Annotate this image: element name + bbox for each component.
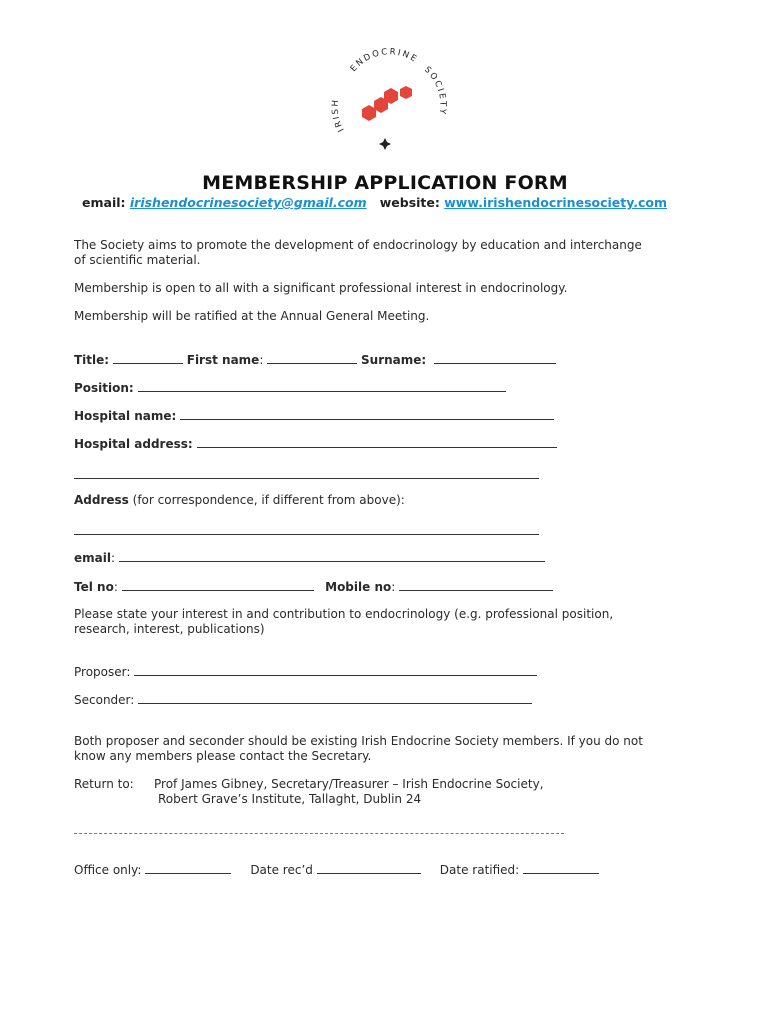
hospital-address-field-line2[interactable] bbox=[74, 478, 539, 479]
name-row: Title: First name: Surname: bbox=[74, 352, 556, 368]
office-only-label: Office only: bbox=[74, 863, 142, 877]
svg-text:SOCIETY bbox=[422, 65, 448, 117]
title-field[interactable] bbox=[113, 352, 183, 364]
svg-text:IRISH bbox=[330, 98, 346, 134]
contact-line bbox=[82, 195, 667, 210]
logo-text-irish: IRISH bbox=[330, 97, 347, 134]
intro-paragraph-3: Membership will be ratified at the Annual General Meeting. bbox=[74, 309, 430, 323]
return-label: Return to: bbox=[74, 777, 134, 791]
email-field-label: email bbox=[74, 551, 111, 565]
tel-field[interactable] bbox=[122, 579, 314, 591]
phone-row: Tel no: Mobile no: bbox=[74, 579, 553, 595]
surname-label: Surname: bbox=[361, 353, 427, 367]
address-label: Address bbox=[74, 493, 129, 507]
address-field[interactable] bbox=[74, 534, 539, 535]
proposer-row bbox=[74, 664, 537, 680]
office-only-field[interactable] bbox=[145, 862, 231, 874]
hospital-address-row bbox=[74, 436, 557, 452]
tel-label: Tel no bbox=[74, 580, 114, 594]
proposer-label: Proposer: bbox=[74, 665, 131, 679]
form-title: MEMBERSHIP APPLICATION FORM bbox=[202, 172, 568, 194]
date-ratified-label: Date ratified: bbox=[439, 863, 520, 877]
mobile-label: Mobile no bbox=[325, 580, 392, 594]
hexagon-icon bbox=[400, 86, 412, 99]
surname-field[interactable] bbox=[434, 352, 556, 364]
first-name-field[interactable] bbox=[267, 352, 357, 364]
office-row bbox=[74, 862, 599, 878]
email-label: email: bbox=[82, 195, 126, 210]
date-ratified-field[interactable] bbox=[523, 862, 599, 874]
intro-paragraph-2: Membership is open to all with a significant professional interest in endocrinology. bbox=[74, 281, 568, 295]
hospital-name-row bbox=[74, 408, 554, 424]
hospital-name-field[interactable] bbox=[180, 408, 554, 420]
email-link[interactable]: irishendocrinesociety@gmail.com bbox=[129, 195, 367, 210]
logo-text-society: SOCIETY bbox=[421, 64, 448, 117]
hexagon-icon bbox=[362, 105, 376, 121]
proposer-field[interactable] bbox=[134, 664, 537, 676]
intro-paragraph-1: The Society aims to promote the development of endocrinology by education and interchange of scientific material. bbox=[74, 238, 642, 267]
return-line-1: Prof James Gibney, Secretary/Treasurer – Irish Endocrine Society, bbox=[154, 777, 544, 791]
position-field[interactable] bbox=[138, 380, 506, 392]
email-row: email: bbox=[74, 550, 545, 566]
return-address bbox=[74, 777, 544, 807]
title-label: Title: bbox=[74, 353, 110, 367]
website-link[interactable]: www.irishendocrinesociety.com bbox=[444, 195, 668, 210]
email-field[interactable] bbox=[119, 550, 545, 562]
divider bbox=[74, 833, 564, 834]
star-icon bbox=[379, 138, 391, 150]
members-note: Both proposer and seconder should be existing Irish Endocrine Society members. If you do not know any members please contact the Secretary. bbox=[74, 734, 643, 763]
seconder-label: Seconder: bbox=[74, 693, 135, 707]
first-name-label: First name bbox=[186, 353, 260, 367]
hospital-address-field[interactable] bbox=[197, 436, 557, 448]
seconder-row bbox=[74, 692, 532, 708]
hospital-address-label: Hospital address: bbox=[74, 437, 193, 451]
society-logo bbox=[322, 46, 452, 156]
website-label: website: bbox=[379, 195, 440, 210]
position-label: Position: bbox=[74, 381, 134, 395]
svg-text:ENDOCRINE bbox=[349, 47, 420, 74]
date-recd-label: Date rec’d bbox=[250, 863, 313, 877]
interest-prompt: Please state your interest in and contribution to endocrinology (e.g. professional position, research, interest, publications) bbox=[74, 607, 614, 636]
address-row bbox=[74, 493, 405, 508]
position-row bbox=[74, 380, 506, 396]
date-recd-field[interactable] bbox=[317, 862, 421, 874]
return-line-2: Robert Grave’s Institute, Tallaght, Dublin 24 bbox=[158, 792, 422, 806]
hospital-name-label: Hospital name: bbox=[74, 409, 177, 423]
logo-text-endocrine: ENDOCRINE bbox=[348, 47, 420, 74]
address-note: (for correspondence, if different from above): bbox=[132, 493, 405, 507]
seconder-field[interactable] bbox=[138, 692, 532, 704]
mobile-field[interactable] bbox=[399, 579, 553, 591]
